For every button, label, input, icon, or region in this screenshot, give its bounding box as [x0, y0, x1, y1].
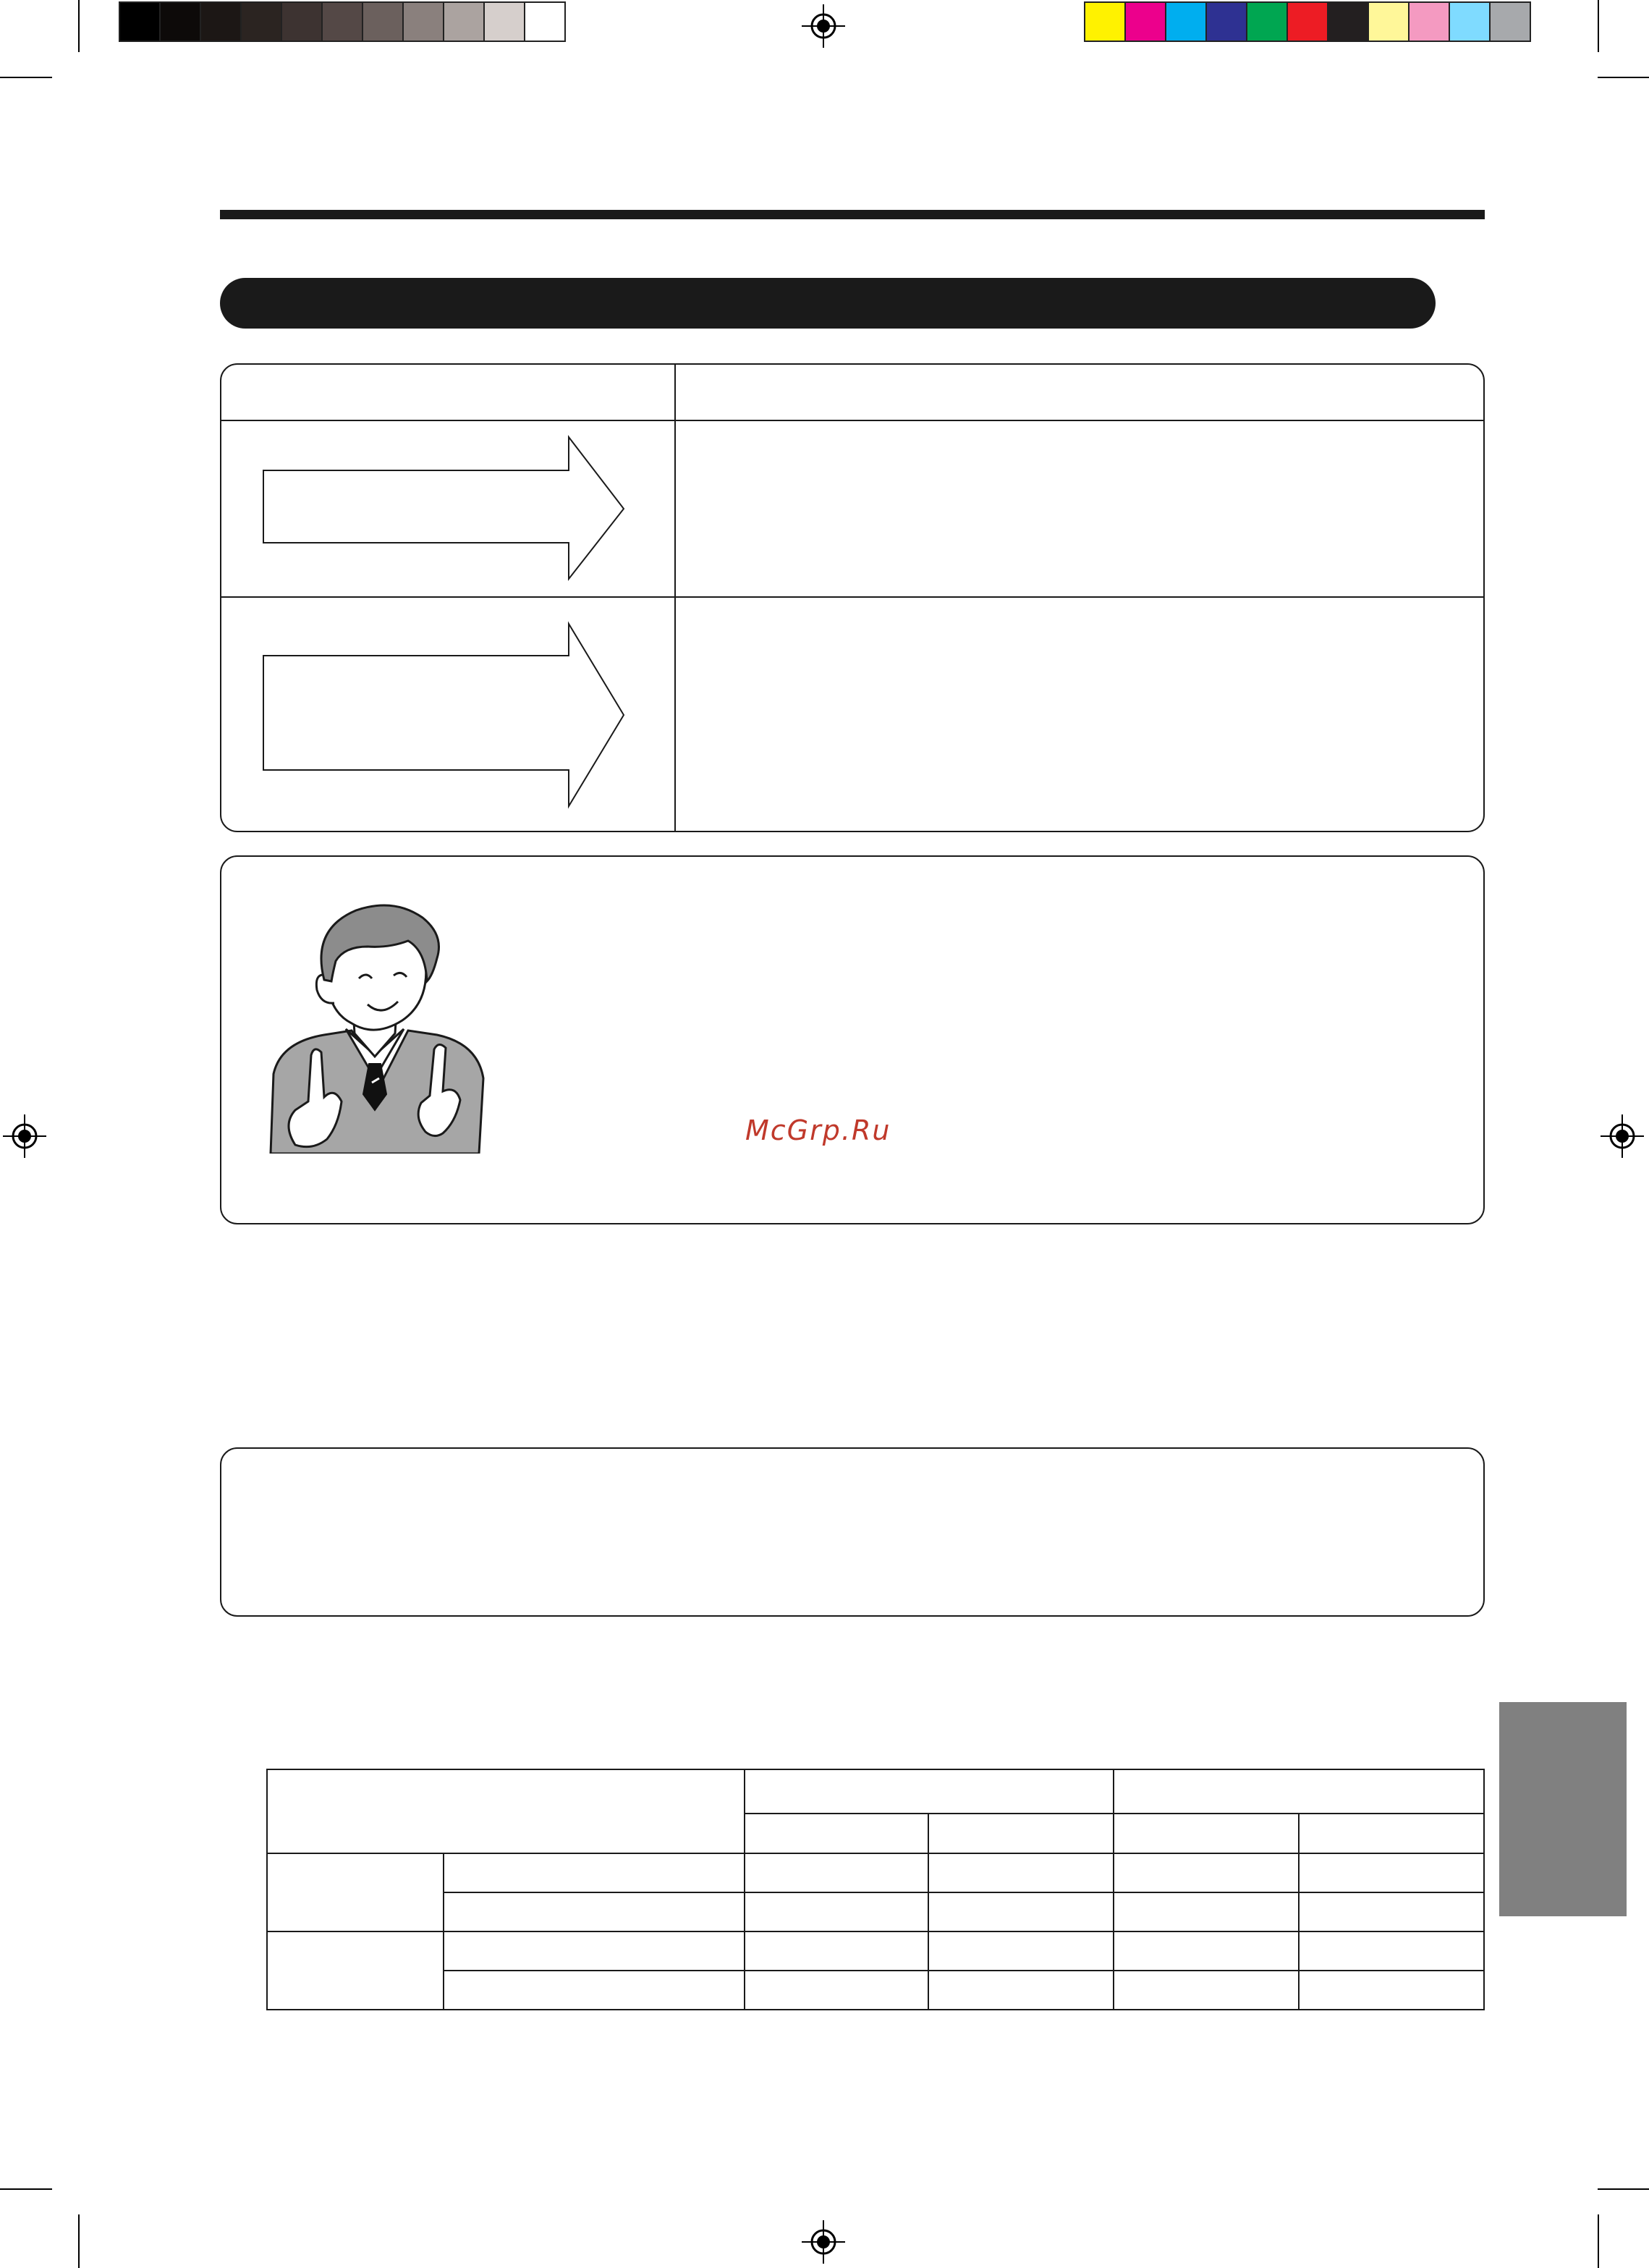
color-swatch [1328, 3, 1369, 41]
table-cell [1114, 1892, 1299, 1931]
color-swatch [1085, 3, 1126, 41]
color-swatch [404, 3, 444, 41]
table-cell [1114, 1931, 1299, 1971]
table-cell [1299, 1892, 1484, 1931]
man-pointing-icon [266, 900, 491, 1154]
table-cell [928, 1814, 1114, 1853]
crop-mark [78, 0, 80, 52]
table-cell [745, 1892, 928, 1931]
color-calibration-bar [1084, 1, 1531, 42]
crop-mark [1598, 2214, 1599, 2268]
table-cell [1299, 1814, 1484, 1853]
crop-mark [0, 77, 52, 78]
table-cell [1299, 1931, 1484, 1971]
table-divider [674, 365, 676, 831]
table-cell [444, 1853, 745, 1892]
table-cell [928, 1931, 1114, 1971]
table-row [267, 1853, 1484, 1892]
crop-mark [1598, 0, 1599, 52]
registration-mark-icon [1601, 1114, 1644, 1158]
table-cell [1299, 1971, 1484, 2010]
table-cell [745, 1931, 928, 1971]
color-swatch [363, 3, 404, 41]
table-cell [1114, 1769, 1484, 1814]
header-rule [220, 210, 1485, 219]
table-cell [928, 1971, 1114, 2010]
color-swatch [485, 3, 525, 41]
table-cell [267, 1853, 444, 1931]
table-divider [221, 420, 1483, 421]
color-swatch [1166, 3, 1207, 41]
crop-mark [1598, 77, 1649, 78]
table-cell [745, 1769, 1114, 1814]
section-side-tab [1499, 1702, 1627, 1916]
table-cell [745, 1814, 928, 1853]
watermark: McGrp.Ru [745, 1114, 891, 1146]
color-swatch [1450, 3, 1491, 41]
spec-table [266, 1769, 1485, 2010]
crop-mark [1598, 2188, 1649, 2190]
table-row [267, 1769, 1484, 1814]
arrow-right-icon [260, 621, 628, 809]
table-divider [221, 596, 1483, 598]
table-cell [267, 1931, 444, 2010]
table-cell [267, 1769, 745, 1853]
table-cell [928, 1853, 1114, 1892]
color-swatch [1410, 3, 1450, 41]
registration-mark-icon [802, 4, 845, 48]
arrow-right-icon [260, 434, 628, 583]
note-box [220, 1447, 1485, 1617]
table-cell [1299, 1853, 1484, 1892]
color-swatch [282, 3, 323, 41]
color-swatch [1491, 3, 1530, 41]
color-swatch [525, 3, 564, 41]
color-swatch [1207, 3, 1247, 41]
color-swatch [120, 3, 161, 41]
table-row [267, 1892, 1484, 1931]
table-cell [928, 1892, 1114, 1931]
table-cell [1114, 1853, 1299, 1892]
crop-mark [78, 2214, 80, 2268]
table-cell [444, 1931, 745, 1971]
color-swatch [1126, 3, 1166, 41]
grayscale-calibration-bar [119, 1, 566, 42]
table-cell [444, 1971, 745, 2010]
table-cell [745, 1971, 928, 2010]
crop-mark [0, 2188, 52, 2190]
color-swatch [1369, 3, 1410, 41]
color-swatch [242, 3, 282, 41]
table-row [267, 1931, 1484, 1971]
table-cell [1114, 1971, 1299, 2010]
table-cell [444, 1892, 745, 1931]
color-swatch [444, 3, 485, 41]
color-swatch [1288, 3, 1328, 41]
color-swatch [323, 3, 363, 41]
registration-mark-icon [3, 1114, 46, 1158]
color-swatch [1247, 3, 1288, 41]
color-swatch [161, 3, 201, 41]
color-swatch [201, 3, 242, 41]
table-cell [1114, 1814, 1299, 1853]
table-row [267, 1971, 1484, 2010]
section-title-bar [220, 278, 1436, 329]
table-cell [745, 1853, 928, 1892]
registration-mark-icon [802, 2220, 845, 2264]
